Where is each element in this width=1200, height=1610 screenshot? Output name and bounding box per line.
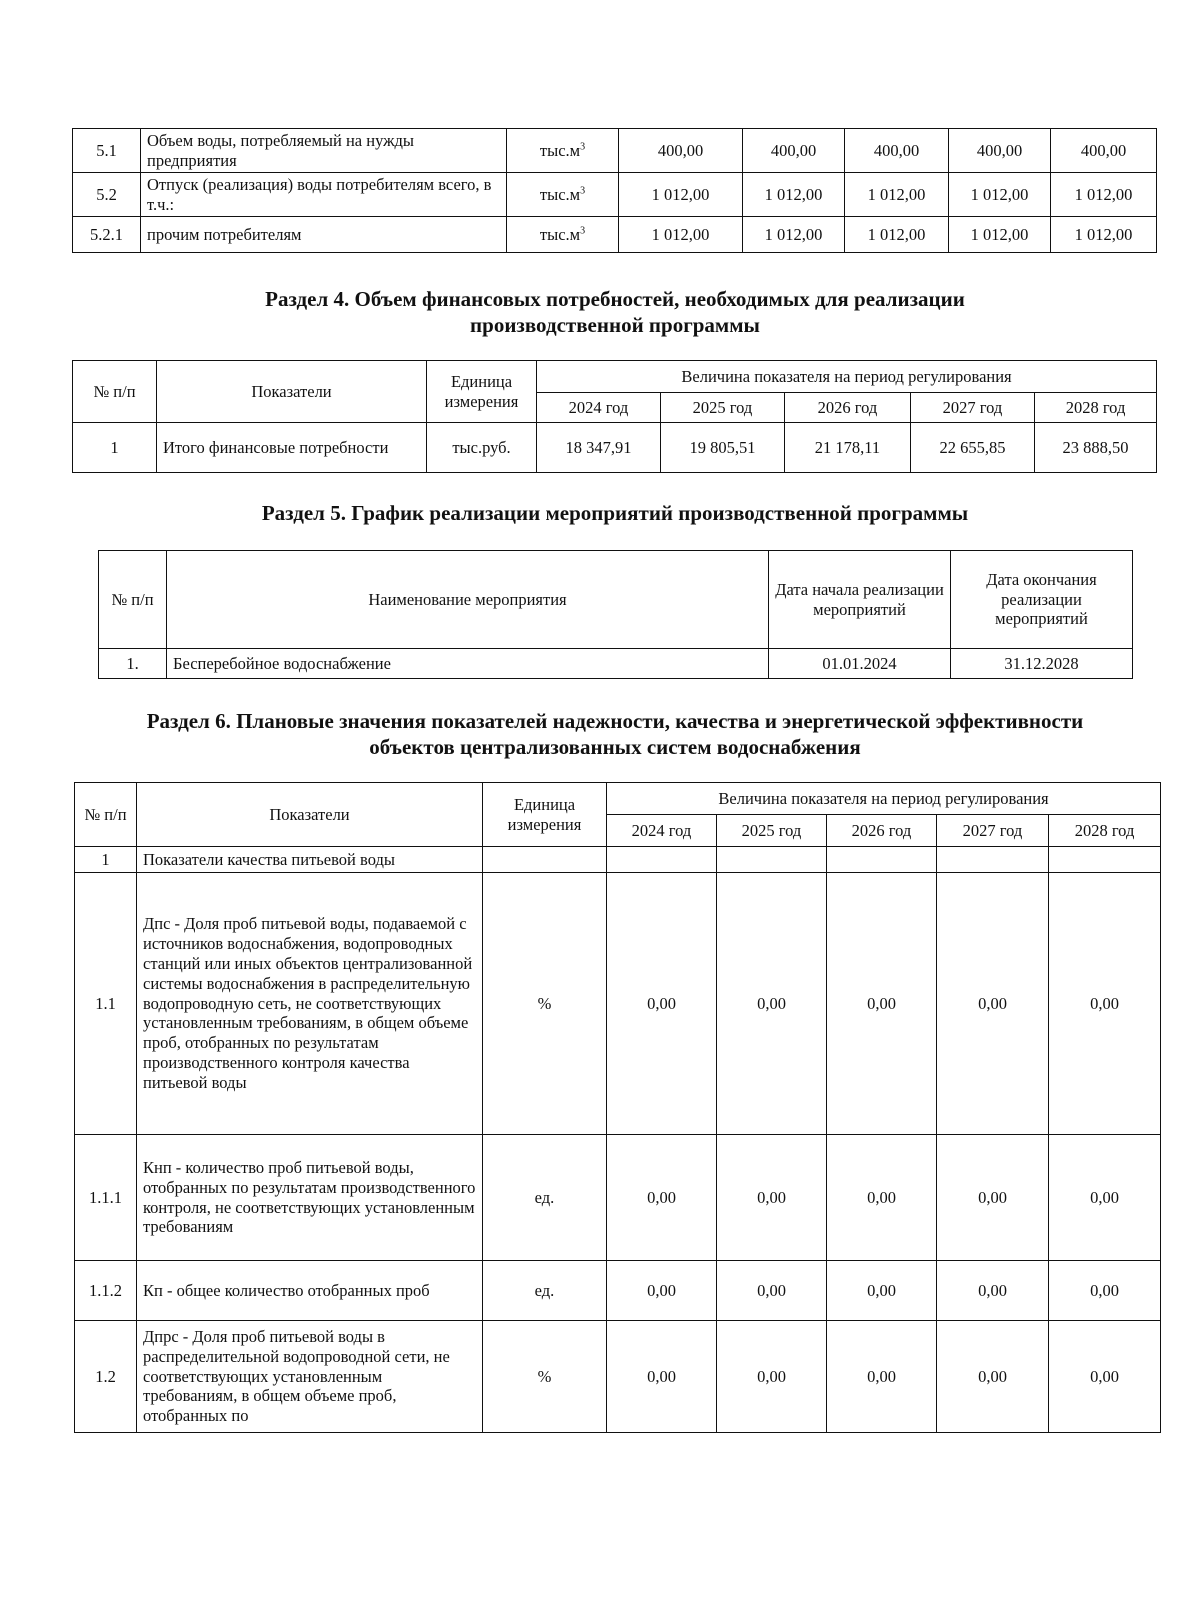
section6-title — [60, 708, 1170, 761]
row-unit: $тыс.м^3$ — [507, 173, 619, 217]
row-name: Дпс - Доля проб питьевой воды, подаваемой с источников водоснабжения, водопроводных станций или иных объектов централизованной системы водоснабжения в распределительную водопроводную сеть, не соответствующих установленным требованиям, в общем объеме проб, отобранных по результатам производственного контроля качества питьевой воды — [137, 873, 483, 1135]
row-number: 1.1.1 — [75, 1135, 137, 1261]
header-unit: Единица измерения — [427, 361, 537, 423]
value-2028: 400,00 — [1051, 129, 1157, 173]
row-number: 5.1 — [73, 129, 141, 173]
header-number: № п/п — [75, 783, 137, 847]
row-name: Бесперебойное водоснабжение — [167, 649, 769, 679]
value-2026: 1 012,00 — [845, 217, 949, 253]
value-2024: 400,00 — [619, 129, 743, 173]
value-2024: 0,00 — [607, 1321, 717, 1433]
row-number: 1 — [73, 423, 157, 473]
row-number: 5.2 — [73, 173, 141, 217]
value-2025: 19 805,51 — [661, 423, 785, 473]
header-number: № п/п — [99, 551, 167, 649]
header-number: № п/п — [73, 361, 157, 423]
value-2028: 0,00 — [1049, 1321, 1161, 1433]
section5-title — [60, 500, 1170, 526]
value-2028: 0,00 — [1049, 1261, 1161, 1321]
row-name: прочим потребителям — [141, 217, 507, 253]
header-end-date: Дата окончания реализации мероприятий — [951, 551, 1133, 649]
row-name: Дпрс - Доля проб питьевой воды в распределительной водопроводной сети, не соответствующих установленным требованиям, в общем объеме проб, отобранных по — [137, 1321, 483, 1433]
header-unit: Единица измерения — [483, 783, 607, 847]
header-year: 2025 год — [661, 393, 785, 423]
row-unit: $тыс.м^3$ — [507, 129, 619, 173]
header-indicator: Показатели — [137, 783, 483, 847]
header-year: 2027 год — [911, 393, 1035, 423]
value-2024: 1 012,00 — [619, 173, 743, 217]
header-year: 2027 год — [937, 815, 1049, 847]
header-year: 2024 год — [607, 815, 717, 847]
row-unit: ед. — [483, 1261, 607, 1321]
table-header-row — [99, 551, 1133, 649]
table-header-row — [75, 783, 1161, 815]
value-2027: 0,00 — [937, 1321, 1049, 1433]
table-row — [75, 1135, 1161, 1261]
value-2025: 1 012,00 — [743, 173, 845, 217]
value-2025: 0,00 — [717, 873, 827, 1135]
table-group-row — [75, 847, 1161, 873]
value-2026: 400,00 — [845, 129, 949, 173]
table-row — [73, 217, 1157, 253]
header-period: Величина показателя на период регулирования — [537, 361, 1157, 393]
value-2026: 0,00 — [827, 1261, 937, 1321]
row-number: 1.2 — [75, 1321, 137, 1433]
row-start-date: 01.01.2024 — [769, 649, 951, 679]
table-top-continuation — [72, 128, 1157, 253]
header-start-date: Дата начала реализации мероприятий — [769, 551, 951, 649]
table-row — [73, 423, 1157, 473]
table-row — [99, 649, 1133, 679]
value-2024: 0,00 — [607, 873, 717, 1135]
row-name: Кп - общее количество отобранных проб — [137, 1261, 483, 1321]
value-2027: 1 012,00 — [949, 173, 1051, 217]
table-row — [73, 173, 1157, 217]
table-row — [73, 129, 1157, 173]
section4-title-line1: Раздел 4. Объем финансовых потребностей, необходимых для реализации — [265, 287, 965, 311]
value-2024: 0,00 — [607, 1261, 717, 1321]
row-end-date: 31.12.2028 — [951, 649, 1133, 679]
table-row — [75, 1321, 1161, 1433]
header-year: 2026 год — [785, 393, 911, 423]
value-2027: 400,00 — [949, 129, 1051, 173]
row-number: 5.2.1 — [73, 217, 141, 253]
section5-title-line1: Раздел 5. График реализации мероприятий производственной программы — [261, 501, 969, 525]
table-row — [75, 873, 1161, 1135]
header-year: 2028 год — [1035, 393, 1157, 423]
group-name: Показатели качества питьевой воды — [137, 847, 483, 873]
table-header-row — [73, 361, 1157, 393]
section5-table — [98, 550, 1133, 679]
header-event-name: Наименование мероприятия — [167, 551, 769, 649]
value-2028: 23 888,50 — [1035, 423, 1157, 473]
value-2025: 0,00 — [717, 1321, 827, 1433]
value-2028: 0,00 — [1049, 1135, 1161, 1261]
table-row — [75, 1261, 1161, 1321]
group-number: 1 — [75, 847, 137, 873]
section6-title-line2: объектов централизованных систем водоснабжения — [369, 735, 861, 760]
value-2028: 1 012,00 — [1051, 217, 1157, 253]
header-indicator: Показатели — [157, 361, 427, 423]
section6-title-line1: Раздел 6. Плановые значения показателей надежности, качества и энергетической эффективности — [146, 709, 1084, 733]
row-number: 1. — [99, 649, 167, 679]
value-2024: 18 347,91 — [537, 423, 661, 473]
value-2025: 400,00 — [743, 129, 845, 173]
header-period: Величина показателя на период регулирования — [607, 783, 1161, 815]
value-2027: 0,00 — [937, 873, 1049, 1135]
value-2027: 0,00 — [937, 1261, 1049, 1321]
value-2027: 0,00 — [937, 1135, 1049, 1261]
header-year: 2026 год — [827, 815, 937, 847]
value-2025: 0,00 — [717, 1135, 827, 1261]
row-unit: тыс.руб. — [427, 423, 537, 473]
section4-title — [60, 286, 1170, 339]
value-2026: 21 178,11 — [785, 423, 911, 473]
value-2024: 1 012,00 — [619, 217, 743, 253]
value-2025: 0,00 — [717, 1261, 827, 1321]
row-name: Итого финансовые потребности — [157, 423, 427, 473]
value-2025: 1 012,00 — [743, 217, 845, 253]
value-2028: 0,00 — [1049, 873, 1161, 1135]
section6-table — [74, 782, 1161, 1433]
value-2026: 0,00 — [827, 873, 937, 1135]
value-2024: 0,00 — [607, 1135, 717, 1261]
header-year: 2025 год — [717, 815, 827, 847]
row-unit: % — [483, 873, 607, 1135]
section4-title-line2: производственной программы — [470, 313, 760, 338]
value-2026: 0,00 — [827, 1321, 937, 1433]
row-name: Объем воды, потребляемый на нужды предприятия — [141, 129, 507, 173]
row-number: 1.1 — [75, 873, 137, 1135]
row-unit: $тыс.м^3$ — [507, 217, 619, 253]
row-number: 1.1.2 — [75, 1261, 137, 1321]
row-name: Отпуск (реализация) воды потребителям всего, в т.ч.: — [141, 173, 507, 217]
row-unit: % — [483, 1321, 607, 1433]
value-2026: 0,00 — [827, 1135, 937, 1261]
row-unit: ед. — [483, 1135, 607, 1261]
row-name: Кнп - количество проб питьевой воды, отобранных по результатам производственного контроля, не соответствующих установленным требованиям — [137, 1135, 483, 1261]
section4-table — [72, 360, 1157, 473]
header-year: 2028 год — [1049, 815, 1161, 847]
value-2027: 1 012,00 — [949, 217, 1051, 253]
value-2028: 1 012,00 — [1051, 173, 1157, 217]
value-2027: 22 655,85 — [911, 423, 1035, 473]
header-year: 2024 год — [537, 393, 661, 423]
value-2026: 1 012,00 — [845, 173, 949, 217]
